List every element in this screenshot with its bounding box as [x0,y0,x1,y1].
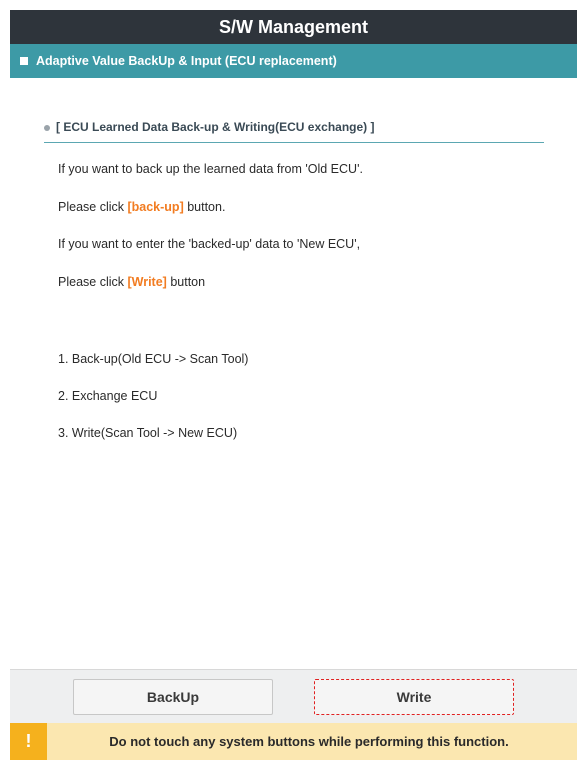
window-title: S/W Management [218,16,369,37]
instruction-line-4-suffix: button [166,275,206,289]
title-bar [10,10,577,44]
content-area [10,78,577,670]
instruction-line-3: If you want to enter the 'backed-up' data to 'New ECU', [58,237,361,251]
backup-button[interactable]: BackUp [73,679,273,715]
write-button[interactable]: Write [314,679,514,715]
step-item: 3. Write(Scan Tool -> New ECU) [58,426,238,440]
instruction-line-2-prefix: Please click [58,200,128,214]
write-highlight: [Write] [127,275,167,289]
subheader-bar [10,44,577,78]
square-bullet-icon [20,57,28,65]
instruction-line-2-suffix: button. [183,200,226,214]
warning-banner [10,723,577,760]
instruction-line-4 [58,275,205,289]
step-item: 1. Back-up(Old ECU -> Scan Tool) [58,352,249,366]
warning-icon: ! [10,723,47,760]
instruction-line-1: If you want to back up the learned data from 'Old ECU'. [58,162,363,176]
section-heading-text: [ ECU Learned Data Back-up & Writing(ECU exchange) ] [56,120,375,134]
button-bar [10,669,577,724]
instruction-line-2 [58,200,225,214]
circle-bullet-icon [44,125,50,131]
step-item: 2. Exchange ECU [58,389,158,403]
warning-message: Do not touch any system buttons while performing this function. [109,734,509,749]
backup-highlight: [back-up] [127,200,184,214]
section-heading [44,120,544,143]
app-window [10,10,577,760]
subheader-title: Adaptive Value BackUp & Input (ECU replacement) [36,54,337,68]
instruction-line-4-prefix: Please click [58,275,128,289]
